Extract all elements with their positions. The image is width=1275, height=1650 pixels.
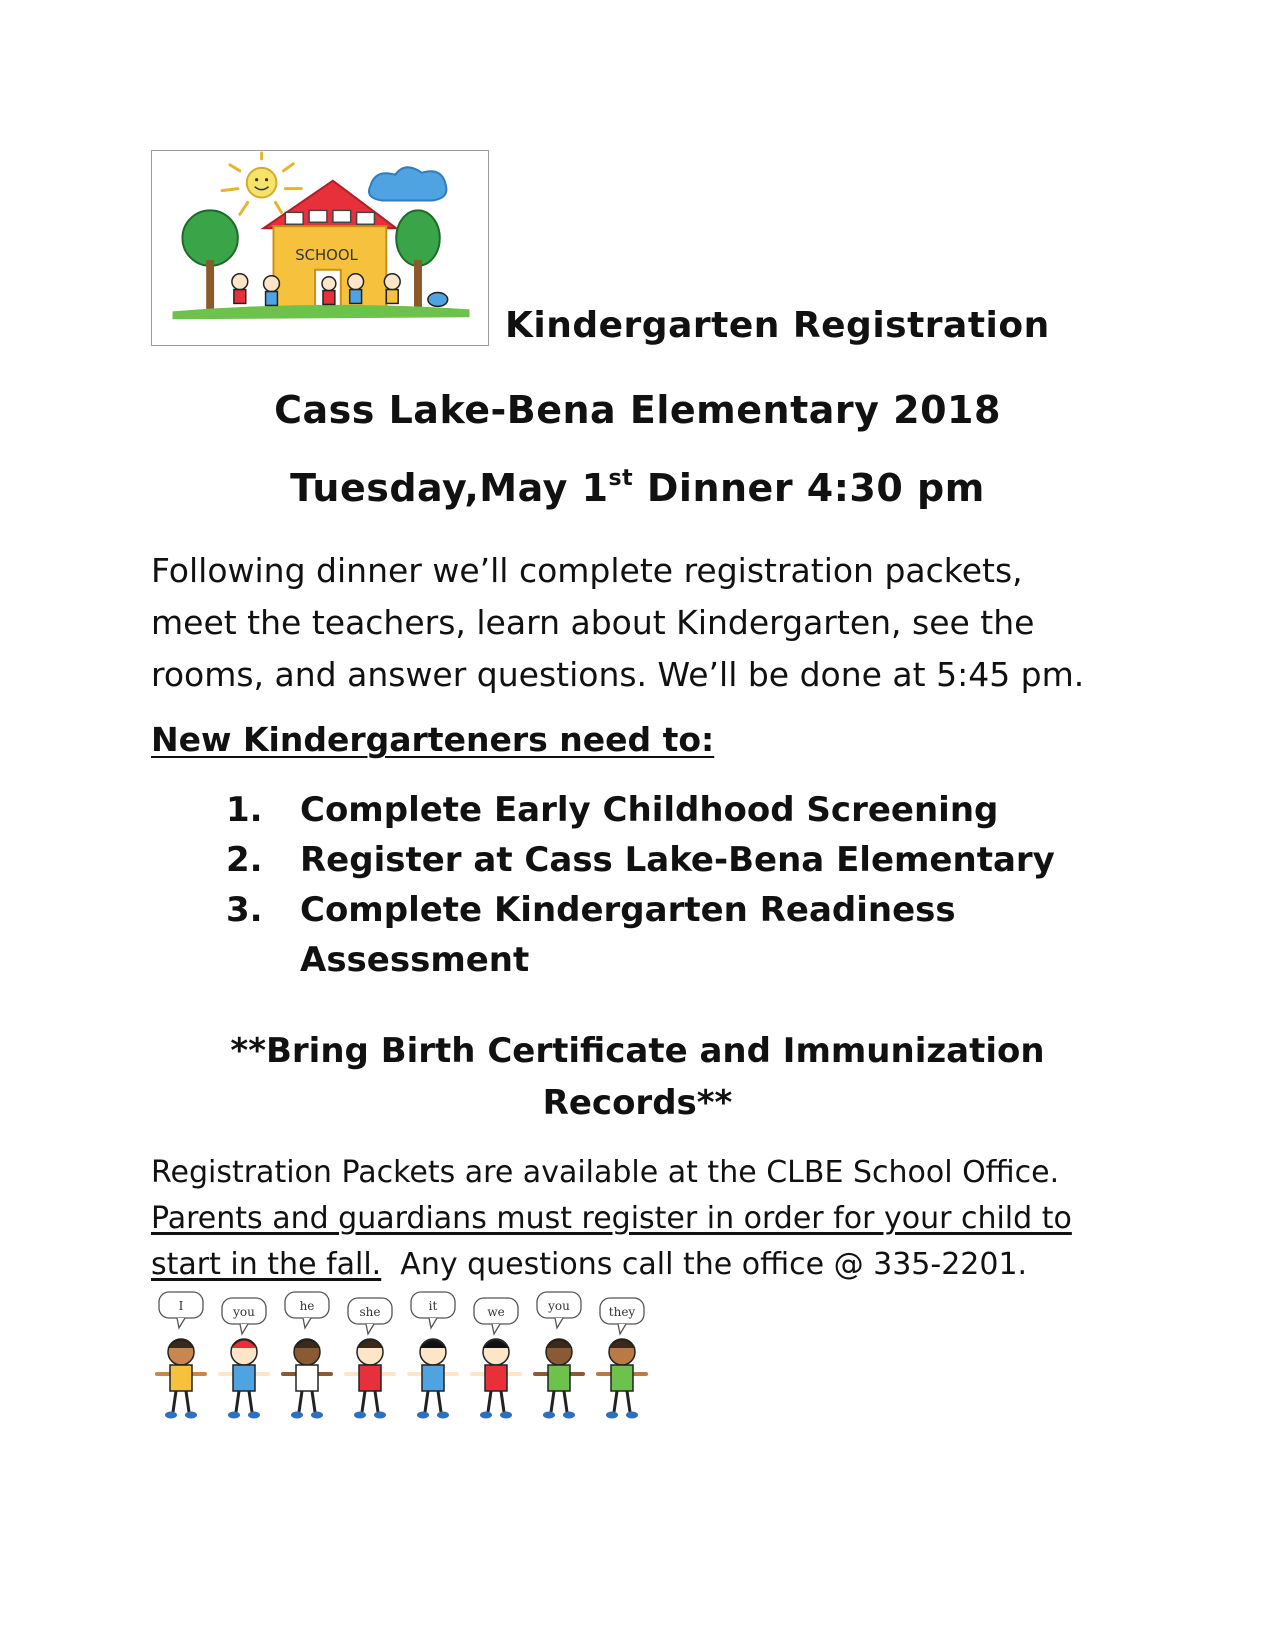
- bring-documents-notice: [0, 1025, 1275, 1129]
- pronoun-label: we: [487, 1305, 505, 1319]
- item-text: Complete Kindergarten Readiness: [300, 890, 956, 930]
- date-suffix: Dinner 4:30 pm: [633, 466, 985, 510]
- school-illustration: [151, 150, 489, 346]
- packets-line: Registration Packets are available at the CLBE School Office.: [151, 1155, 1060, 1190]
- pronoun-label: you: [548, 1299, 570, 1313]
- packets-contact: Any questions call the office @ 335-2201.: [381, 1247, 1028, 1282]
- kid-shoe: [291, 1412, 303, 1419]
- kid-hair: [483, 1340, 509, 1348]
- intro-line: Following dinner we’ll complete registration packets,: [151, 551, 1023, 590]
- speech-bubble-tail: [555, 1318, 563, 1328]
- item-number: 1.: [226, 790, 263, 830]
- requirements-heading: New Kindergarteners need to:: [151, 720, 715, 759]
- kid-hair: [294, 1340, 320, 1348]
- pronoun-label: I: [178, 1299, 184, 1313]
- kid-hair: [420, 1340, 446, 1348]
- kid-shoe: [480, 1412, 492, 1419]
- kid-leg: [186, 1391, 189, 1412]
- kid-shirt: [170, 1365, 192, 1391]
- packets-paragraph: [151, 1150, 1161, 1288]
- kid-shirt: [548, 1365, 570, 1391]
- kid-hair: [546, 1340, 572, 1348]
- speech-bubble-tail: [366, 1324, 374, 1334]
- kid-shirt: [611, 1365, 633, 1391]
- kid-shirt: [233, 1365, 255, 1391]
- kid-shirt: [359, 1365, 381, 1391]
- item-number: 2.: [226, 840, 263, 880]
- item-text: Assessment: [300, 940, 530, 980]
- speech-bubble-tail: [429, 1318, 437, 1328]
- pronoun-label: he: [299, 1299, 315, 1313]
- kid-leg: [501, 1391, 504, 1412]
- kid-leg: [375, 1391, 378, 1412]
- intro-line: rooms, and answer questions. We’ll be done at 5:45 pm.: [151, 655, 1085, 694]
- item-number: 3.: [226, 890, 263, 930]
- kid-shoe: [228, 1412, 240, 1419]
- kid-shoe: [354, 1412, 366, 1419]
- kid-leg: [488, 1391, 491, 1412]
- kid-shoe: [374, 1412, 386, 1419]
- notice-line: **Bring Birth Certificate and Immunization: [230, 1031, 1045, 1071]
- kid-shoe: [543, 1412, 555, 1419]
- kid-shoe: [248, 1412, 260, 1419]
- item-text: Register at Cass Lake-Bena Elementary: [300, 840, 1055, 880]
- school-name: Cass Lake-Bena Elementary 2018: [274, 388, 1001, 432]
- date-ordinal: st: [608, 466, 634, 491]
- event-date: [0, 466, 1275, 510]
- kid-leg: [425, 1391, 428, 1412]
- speech-bubble-tail: [303, 1318, 311, 1328]
- school-sign-label: SCHOOL: [295, 246, 358, 264]
- pronoun-kids-illustration: [151, 1288, 681, 1436]
- kid-leg: [564, 1391, 567, 1412]
- kid-hair: [231, 1340, 257, 1348]
- kid-shirt: [485, 1365, 507, 1391]
- intro-paragraph: [151, 545, 1161, 701]
- kid-shoe: [417, 1412, 429, 1419]
- pronoun-label: you: [233, 1305, 255, 1319]
- pronoun-label: she: [359, 1305, 381, 1319]
- kid-shirt: [422, 1365, 444, 1391]
- kid-leg: [173, 1391, 176, 1412]
- kid-leg: [299, 1391, 302, 1412]
- speech-bubble-tail: [240, 1324, 248, 1334]
- school-drawing-icon: [152, 151, 488, 345]
- packets-underlined-line: Parents and guardians must register in order for your child to: [151, 1201, 1072, 1236]
- kid-shoe: [165, 1412, 177, 1419]
- date-prefix: Tuesday,May 1: [290, 466, 609, 510]
- page-title: Kindergarten Registration: [505, 305, 1050, 346]
- packets-line: [151, 1242, 1161, 1288]
- kid-leg: [312, 1391, 315, 1412]
- kid-shoe: [563, 1412, 575, 1419]
- kid-shoe: [437, 1412, 449, 1419]
- kid-shoe: [606, 1412, 618, 1419]
- kid-shirt: [296, 1365, 318, 1391]
- packets-underlined-text: start in the fall.: [151, 1247, 382, 1282]
- speech-bubble-tail: [492, 1324, 500, 1334]
- kid-leg: [236, 1391, 239, 1412]
- kid-hair: [168, 1340, 194, 1348]
- item-text: Complete Early Childhood Screening: [300, 790, 999, 830]
- kid-leg: [627, 1391, 630, 1412]
- kid-shoe: [185, 1412, 197, 1419]
- kid-leg: [614, 1391, 617, 1412]
- kid-leg: [438, 1391, 441, 1412]
- kids-holding-hands-icon: [151, 1288, 681, 1436]
- speech-bubble-tail: [618, 1324, 626, 1334]
- notice-line: Records**: [542, 1083, 733, 1123]
- kid-shoe: [311, 1412, 323, 1419]
- kid-leg: [249, 1391, 252, 1412]
- speech-bubble-tail: [177, 1318, 185, 1328]
- kid-hair: [357, 1340, 383, 1348]
- pronoun-label: they: [608, 1305, 636, 1319]
- kid-leg: [362, 1391, 365, 1412]
- pronoun-label: it: [428, 1299, 438, 1313]
- kid-leg: [551, 1391, 554, 1412]
- intro-line: meet the teachers, learn about Kindergarten, see the: [151, 603, 1035, 642]
- kid-hair: [609, 1340, 635, 1348]
- kid-shoe: [500, 1412, 512, 1419]
- kid-shoe: [626, 1412, 638, 1419]
